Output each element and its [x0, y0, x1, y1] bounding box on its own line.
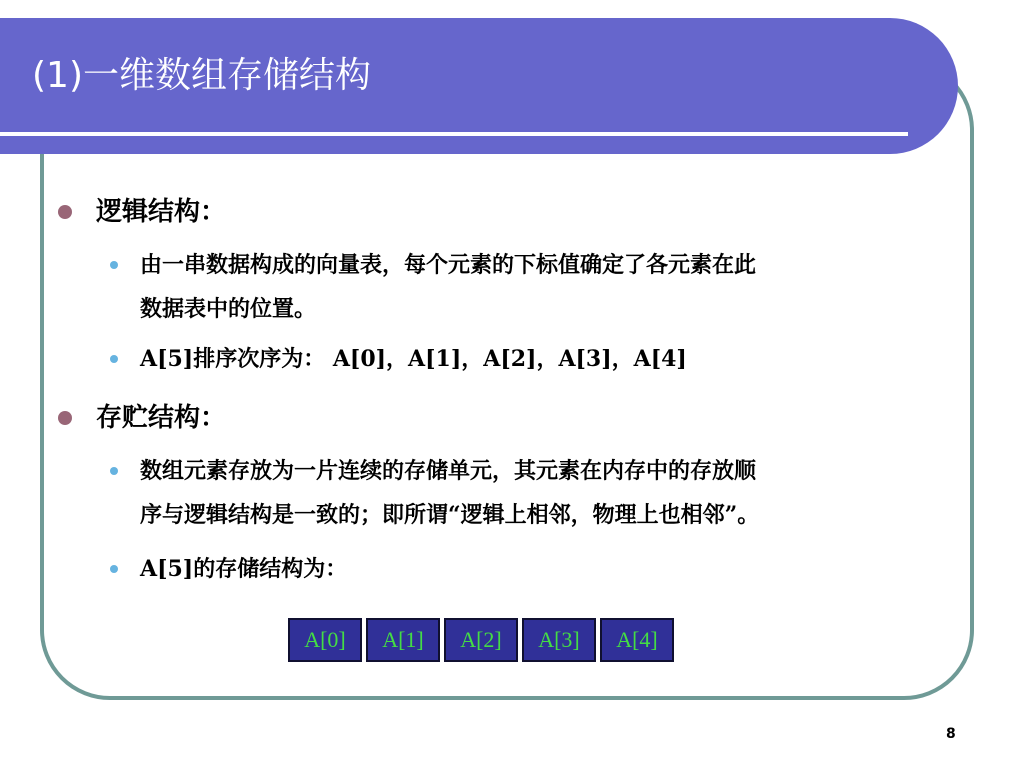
- item-bullet-icon: [110, 355, 118, 363]
- item-text-line: 序与逻辑结构是一致的；即所谓“逻辑上相邻，物理上也相邻”。: [140, 502, 760, 528]
- section-bullet-icon: [58, 205, 72, 219]
- title-underline: [0, 132, 908, 136]
- item-text-line: A[5]排序次序为： A[0]，A[1]，A[2]，A[3]，A[4]: [140, 346, 687, 372]
- item-bullet-icon: [110, 261, 118, 269]
- array-cell: A[2]: [444, 618, 518, 662]
- array-storage-diagram: [288, 618, 678, 662]
- slide-frame: [40, 60, 974, 700]
- item-bullet-icon: [110, 467, 118, 475]
- slide-title: (1)一维数组存储结构: [32, 55, 371, 96]
- section-heading-storage: 存贮结构：: [96, 403, 227, 433]
- item-text-line: 由一串数据构成的向量表，每个元素的下标值确定了各元素在此: [140, 252, 757, 278]
- section-heading-logical: 逻辑结构：: [96, 197, 227, 227]
- array-cell: A[0]: [288, 618, 362, 662]
- item-text-line: A[5]的存储结构为：: [140, 556, 348, 582]
- array-cell: A[3]: [522, 618, 596, 662]
- array-cell: A[4]: [600, 618, 674, 662]
- item-text-line: 数据表中的位置。: [140, 296, 317, 322]
- page-number: 8: [946, 726, 956, 742]
- section-bullet-icon: [58, 411, 72, 425]
- item-text-line: 数组元素存放为一片连续的存储单元，其元素在内存中的存放顺: [140, 458, 757, 484]
- item-bullet-icon: [110, 565, 118, 573]
- array-cell: A[1]: [366, 618, 440, 662]
